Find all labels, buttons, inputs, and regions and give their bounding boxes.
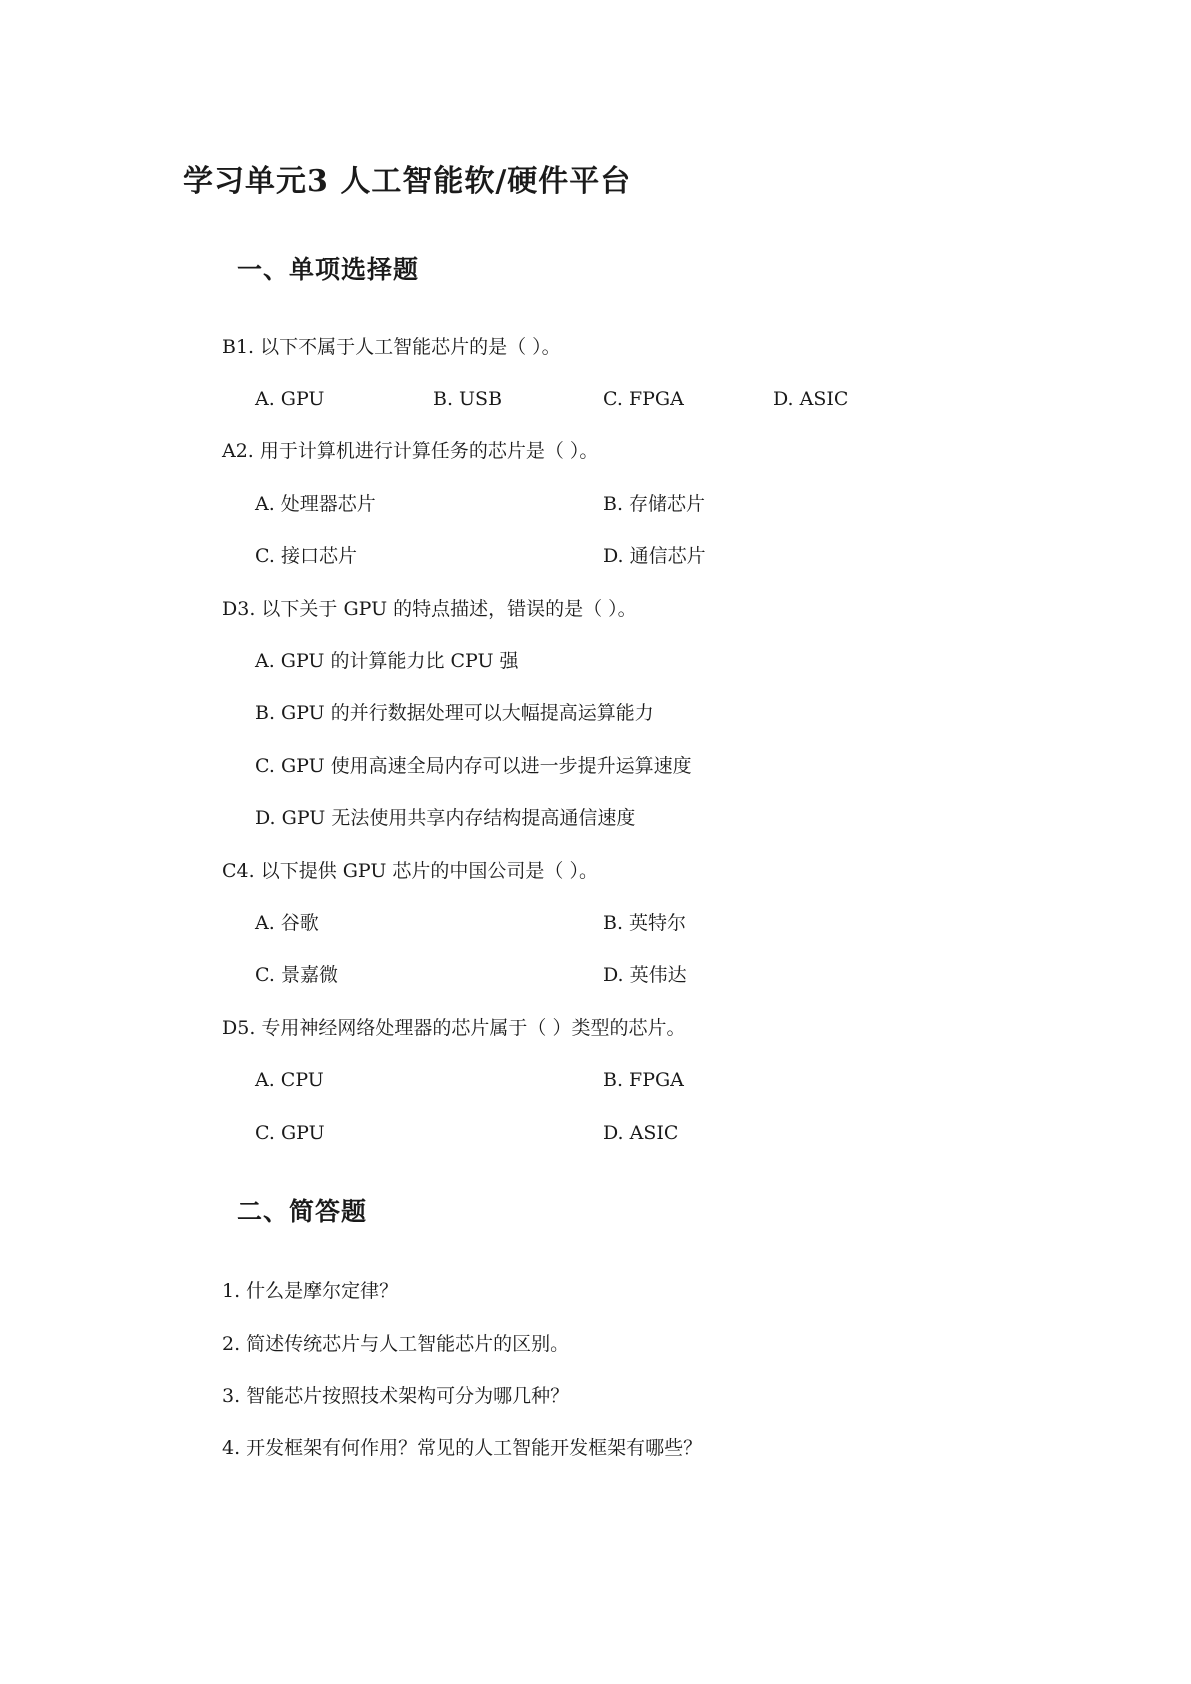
question-3-option-b: B. GPU 的并行数据处理可以大幅提高运算能力 [255, 702, 654, 724]
question-1-option-b: B. USB [433, 388, 503, 410]
question-1: B1. 以下不属于人工智能芯片的是（ ）。 [222, 336, 561, 358]
question-2-option-b: B. 存储芯片 [603, 493, 706, 515]
question-5-option-b: B. FPGA [603, 1069, 684, 1091]
short-answer-1: 1. 什么是摩尔定律？ [222, 1280, 399, 1302]
question-3: D3. 以下关于 GPU 的特点描述，错误的是（ ）。 [222, 598, 637, 620]
question-4: C4. 以下提供 GPU 芯片的中国公司是（ ）。 [222, 860, 598, 882]
question-3-option-a: A. GPU 的计算能力比 CPU 强 [255, 650, 519, 672]
question-5: D5. 专用神经网络处理器的芯片属于（ ）类型的芯片。 [222, 1017, 686, 1039]
question-5-option-c: C. GPU [255, 1122, 325, 1144]
question-1-option-d: D. ASIC [773, 388, 849, 410]
question-4-option-a: A. 谷歌 [255, 912, 319, 934]
section-heading-choice: 一、单项选择题 [237, 255, 420, 284]
question-1-option-a: A. GPU [255, 388, 325, 410]
short-answer-3: 3. 智能芯片按照技术架构可分为哪几种？ [222, 1385, 570, 1407]
unit-title: 学习单元3 人工智能软/硬件平台 [183, 164, 632, 199]
question-4-option-c: C. 景嘉微 [255, 964, 338, 986]
question-4-option-b: B. 英特尔 [603, 912, 687, 934]
question-2-option-c: C. 接口芯片 [255, 545, 357, 567]
short-answer-4: 4. 开发框架有何作用？常见的人工智能开发框架有哪些？ [222, 1437, 703, 1459]
question-5-option-a: A. CPU [255, 1069, 324, 1091]
question-1-option-c: C. FPGA [603, 388, 684, 410]
question-4-option-d: D. 英伟达 [603, 964, 687, 986]
question-2-option-a: A. 处理器芯片 [255, 493, 376, 515]
question-3-option-c: C. GPU 使用高速全局内存可以进一步提升运算速度 [255, 755, 692, 777]
section-heading-short-answer: 二、简答题 [237, 1197, 368, 1226]
question-3-option-d: D. GPU 无法使用共享内存结构提高通信速度 [255, 807, 636, 829]
question-2-option-d: D. 通信芯片 [603, 545, 706, 567]
question-5-option-d: D. ASIC [603, 1122, 679, 1144]
short-answer-2: 2. 简述传统芯片与人工智能芯片的区别。 [222, 1333, 570, 1355]
question-2: A2. 用于计算机进行计算任务的芯片是（ ）。 [222, 440, 599, 462]
